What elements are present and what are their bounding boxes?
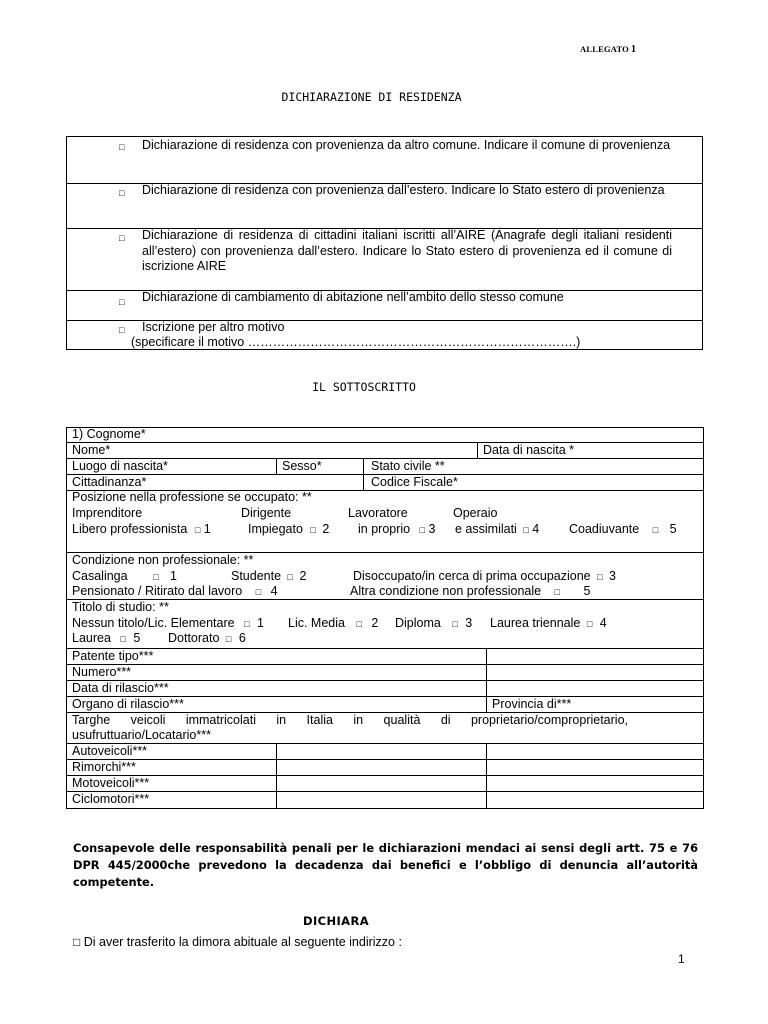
residence-options-box [66,136,703,350]
dottorato-option [168,631,246,646]
pensionato-option [72,584,278,599]
libero-label: Libero professionista [72,522,188,536]
residence-option-4 [67,290,702,321]
checkbox-icon[interactable]: □ [523,525,529,535]
nessun-titolo-option [72,616,264,631]
targhe-label-cont: usufruttuario/Locatario*** [72,728,211,742]
option-code: 4 [599,616,607,630]
checkbox-icon[interactable]: □ [244,619,250,629]
checkbox-icon[interactable]: □ [194,525,201,535]
checkbox-icon[interactable]: □ [554,587,561,597]
option-code: 4 [270,584,278,598]
residence-option-2 [67,183,702,229]
altra-condizione-option [350,584,590,599]
option-code: 2 [299,569,307,583]
checkbox-icon[interactable]: □ [586,619,593,629]
option-code: 4 [532,522,540,536]
checkbox-icon[interactable]: □ [452,619,458,629]
residence-option-label: Dichiarazione di residenza di cittadini italiani iscritti all’AIRE (Anagrafe degli italiani residenti all’estero) con provenienza dall’estero. Indicare lo Stato estero di provenienza ed il comune di iscrizione AIRE [142,228,672,273]
residence-option-label: Dichiarazione di residenza con provenienza dall’estero. Indicare lo Stato estero di provenienza [142,183,665,197]
checkbox-icon[interactable]: □ [120,634,126,644]
checkbox-icon[interactable]: □ [356,619,362,629]
option-code: 1 [170,569,177,583]
assimilati-option [455,522,539,537]
ciclomotori-label: Ciclomotori*** [72,792,150,806]
lavoratore-label: Lavoratore [348,506,408,520]
posizione-row [72,522,211,537]
checkbox-icon[interactable]: □ [255,587,262,597]
dirigente-label: Dirigente [241,506,292,520]
disoccupato-option [353,569,616,584]
subtitle: IL SOTTOSCRITTO [312,380,416,394]
residence-option-3 [67,228,702,291]
diploma-option [395,616,472,631]
laurea-option [72,631,140,646]
other-reason-spec: (specificare il motivo …………………………………………………………………….) [131,335,581,349]
coadiuvante-option [569,522,677,537]
checkbox-icon[interactable]: □ [119,297,125,307]
option-code: 1 [203,522,211,536]
consapevole-paragraph: Consapevole delle responsabilità penali per le dichiarazioni mendaci ai sensi degli artt. 75 e 76 DPR 445/2000che prevedono la decadenza dai benefici e l’obbligo di denuncia all’autorità competente. [73,841,698,889]
residence-option-label: Dichiarazione di cambiamento di abitazione nell’ambito dello stesso comune [142,290,564,304]
checkbox-icon[interactable]: □ [119,188,125,198]
cognome-label: 1) Cognome* [72,427,146,441]
checkbox-icon[interactable]: □ [153,572,159,582]
checkbox-icon[interactable]: □ [597,572,603,582]
dottorato-label: Dottorato [168,631,220,645]
motoveicoli-label: Motoveicoli*** [72,776,150,790]
casalinga-option [72,569,177,584]
page-title: DICHIARAZIONE DI RESIDENZA [281,90,462,104]
imprenditore-label: Imprenditore [72,506,143,520]
option-code: 5 [133,631,141,645]
in-proprio-label: in proprio [358,522,411,536]
checkbox-icon[interactable]: □ [119,142,125,152]
numero-label: Numero*** [72,665,132,679]
checkbox-icon[interactable]: □ [652,525,659,535]
residence-option-label: Dichiarazione di residenza con provenienza da altro comune. Indicare il comune di provenienza [142,138,671,152]
residence-option-1 [67,137,702,184]
dichiara-heading: DICHIARA [303,914,370,928]
checkbox-icon[interactable]: □ [419,525,426,535]
checkbox-icon[interactable]: □ [73,935,81,949]
provincia-label: Provincia di*** [492,697,572,711]
checkbox-icon[interactable]: □ [287,572,293,582]
trasferito-label: Di aver trasferito la dimora abituale al seguente indirizzo : [83,935,402,949]
option-code: 5 [583,584,591,598]
diploma-label: Diploma [395,616,441,630]
allegato-label: ALLEGATO 1 [580,44,637,55]
checkbox-icon[interactable]: □ [119,233,125,243]
codice-fiscale-label: Codice Fiscale* [371,475,458,489]
option-code: 6 [238,631,246,645]
studente-label: Studente [231,569,282,583]
autoveicoli-label: Autoveicoli*** [72,744,148,758]
patente-tipo-label: Patente tipo*** [72,649,154,663]
titolo-title: Titolo di studio: ** [72,600,169,614]
trasferito-option [73,935,402,949]
option-code: 2 [322,522,330,536]
posizione-title: Posizione nella professione se occupato: ** [72,490,312,504]
rimorchi-label: Rimorchi*** [72,760,136,774]
data-rilascio-label: Data di rilascio*** [72,681,169,695]
option-code: 3 [428,522,436,536]
sesso-label: Sesso* [282,459,322,473]
casalinga-label: Casalinga [72,569,128,583]
data-nascita-label: Data di nascita * [483,443,575,457]
residence-option-5 [67,320,702,351]
impiegato-option [248,522,329,537]
option-code: 3 [465,616,473,630]
targhe-label: Targhe veicoli immatricolati in Italia in qualità di proprietario/comproprietario, [72,713,628,727]
impiegato-label: Impiegato [248,522,303,536]
checkbox-icon[interactable]: □ [310,525,316,535]
coadiuvante-label: Coadiuvante [569,522,640,536]
stato-civile-label: Stato civile ** [371,459,445,473]
laurea-triennale-label: Laurea triennale [490,616,581,630]
page-number: 1 [678,952,685,966]
luogo-nascita-label: Luogo di nascita* [72,459,168,473]
laurea-label: Laurea [72,631,111,645]
assimilati-label: e assimilati [455,522,517,536]
option-code: 5 [669,522,677,536]
operaio-label: Operaio [453,506,498,520]
option-code: 2 [371,616,379,630]
lic-media-label: Lic. Media [288,616,345,630]
residence-option-label: Iscrizione per altro motivo [142,320,285,334]
altra-condizione-label: Altra condizione non professionale [350,584,542,598]
disoccupato-label: Disoccupato/in cerca di prima occupazione [353,569,591,583]
allegato-number: 1 [631,44,637,55]
condizione-title: Condizione non professionale: ** [72,553,254,567]
laurea-triennale-option [490,616,607,631]
cittadinanza-label: Cittadinanza* [72,475,147,489]
personal-data-table [66,427,704,809]
checkbox-icon[interactable]: □ [119,325,125,335]
studente-option [231,569,306,584]
organo-rilascio-label: Organo di rilascio*** [72,697,184,711]
checkbox-icon[interactable]: □ [225,634,232,644]
nome-label: Nome* [72,443,111,457]
lic-media-option [288,616,378,631]
in-proprio-option [358,522,435,537]
nessun-titolo-label: Nessun titolo/Lic. Elementare [72,616,235,630]
pensionato-label: Pensionato / Ritirato dal lavoro [72,584,243,598]
option-code: 3 [609,569,616,583]
option-code: 1 [257,616,264,630]
